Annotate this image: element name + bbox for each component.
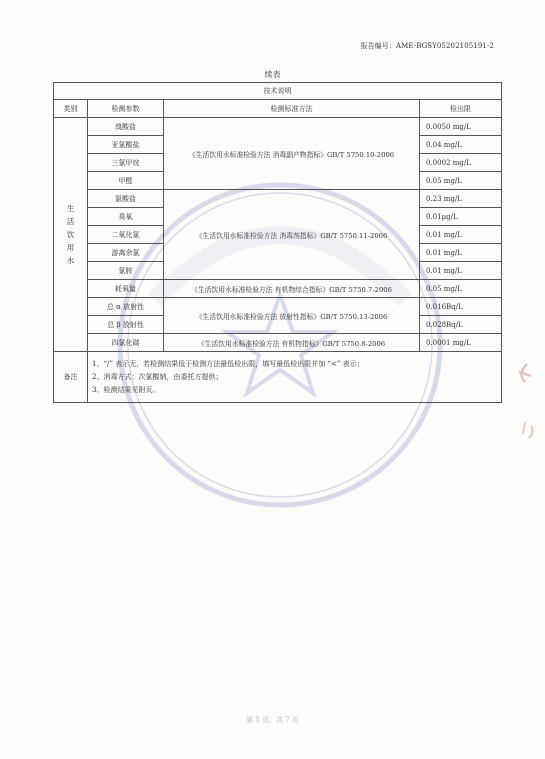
table-row <box>54 280 502 298</box>
notes-cell <box>88 352 502 403</box>
parameter-cell: 耗氧量 <box>88 280 164 298</box>
note-line: 2、消毒方式：次氯酸钠，由委托方提供； <box>92 372 223 381</box>
header-limit: 检出限 <box>420 100 502 118</box>
method-cell: 《生活饮用水标准检验方法 消毒副产物指标》GB/T 5750.10-2006 <box>164 118 420 190</box>
parameter-cell: 氯酸盐 <box>88 190 164 208</box>
limit-cell: 0.0002 mg/L <box>420 154 502 172</box>
category-char: 生 <box>66 204 75 213</box>
table-row <box>54 334 502 352</box>
category-char: 用 <box>66 243 75 252</box>
header-category: 类别 <box>54 100 88 118</box>
limit-cell: 0.01μg/L <box>420 208 502 226</box>
parameter-cell: 甲醛 <box>88 172 164 190</box>
limit-cell: 0.028Bq/L <box>420 316 502 334</box>
edge-seal-fragment <box>509 360 539 450</box>
limit-cell: 0.0050 mg/L <box>420 118 502 136</box>
category-char: 饮 <box>66 230 75 239</box>
section-title: 技术说明 <box>54 83 502 100</box>
notes-row <box>54 352 502 403</box>
limit-cell: 0.05 mg/L <box>420 280 502 298</box>
report-number: 报告编号：AME-BGSY05202105191-2 <box>360 42 494 50</box>
limit-cell: 0.01 mg/L <box>420 226 502 244</box>
page-footer: 第 5 页，共 7 页 <box>246 716 299 724</box>
limit-cell: 0.016Bq/L <box>420 298 502 316</box>
parameter-cell: 氯胺 <box>88 262 164 280</box>
technical-description-table <box>53 82 502 403</box>
category-char: 水 <box>66 256 75 265</box>
note-line: 3、检测结果见附页。 <box>92 385 160 394</box>
parameter-cell: 溴酸盐 <box>88 118 164 136</box>
note-line: 1、“/” 表示无，若检测结果低于检测方法最低检出限，填写最低检出限并加 “<” 表示； <box>92 359 364 368</box>
method-cell: 《生活饮用水标准检验方法 有机物指标》GB/T 5750.8-2006 <box>164 334 420 352</box>
method-cell: 《生活饮用水标准检验方法 消毒剂指标》GB/T 5750.11-2006 <box>164 190 420 280</box>
parameter-cell: 总 β 放射性 <box>88 316 164 334</box>
method-cell: 《生活饮用水标准检验方法 放射性指标》GB/T 5750.13-2006 <box>164 298 420 334</box>
method-cell: 《生活饮用水标准检验方法 有机物综合指标》GB/T 5750.7-2006 <box>164 280 420 298</box>
parameter-cell: 游离余氯 <box>88 244 164 262</box>
parameter-cell: 三氯甲烷 <box>88 154 164 172</box>
limit-cell: 0.01 mg/L <box>420 244 502 262</box>
parameter-cell: 四氯化碳 <box>88 334 164 352</box>
limit-cell: 0.23 mg/L <box>420 190 502 208</box>
parameter-cell: 总 α 放射性 <box>88 298 164 316</box>
header-parameter: 检测参数 <box>88 100 164 118</box>
table-row <box>54 298 502 316</box>
table-row <box>54 118 502 136</box>
limit-cell: 0.05 mg/L <box>420 172 502 190</box>
limit-cell: 0.04 mg/L <box>420 136 502 154</box>
limit-cell: 0.01 mg/L <box>420 262 502 280</box>
notes-label: 备注 <box>54 352 88 403</box>
table-row <box>54 190 502 208</box>
limit-cell: 0.0001 mg/L <box>420 334 502 352</box>
continued-label: 续表 <box>264 70 281 79</box>
category-cell <box>54 118 88 352</box>
parameter-cell: 亚氯酸盐 <box>88 136 164 154</box>
header-method: 检测标准方法 <box>164 100 420 118</box>
parameter-cell: 二氧化氯 <box>88 226 164 244</box>
category-char: 活 <box>66 217 75 226</box>
parameter-cell: 臭氧 <box>88 208 164 226</box>
